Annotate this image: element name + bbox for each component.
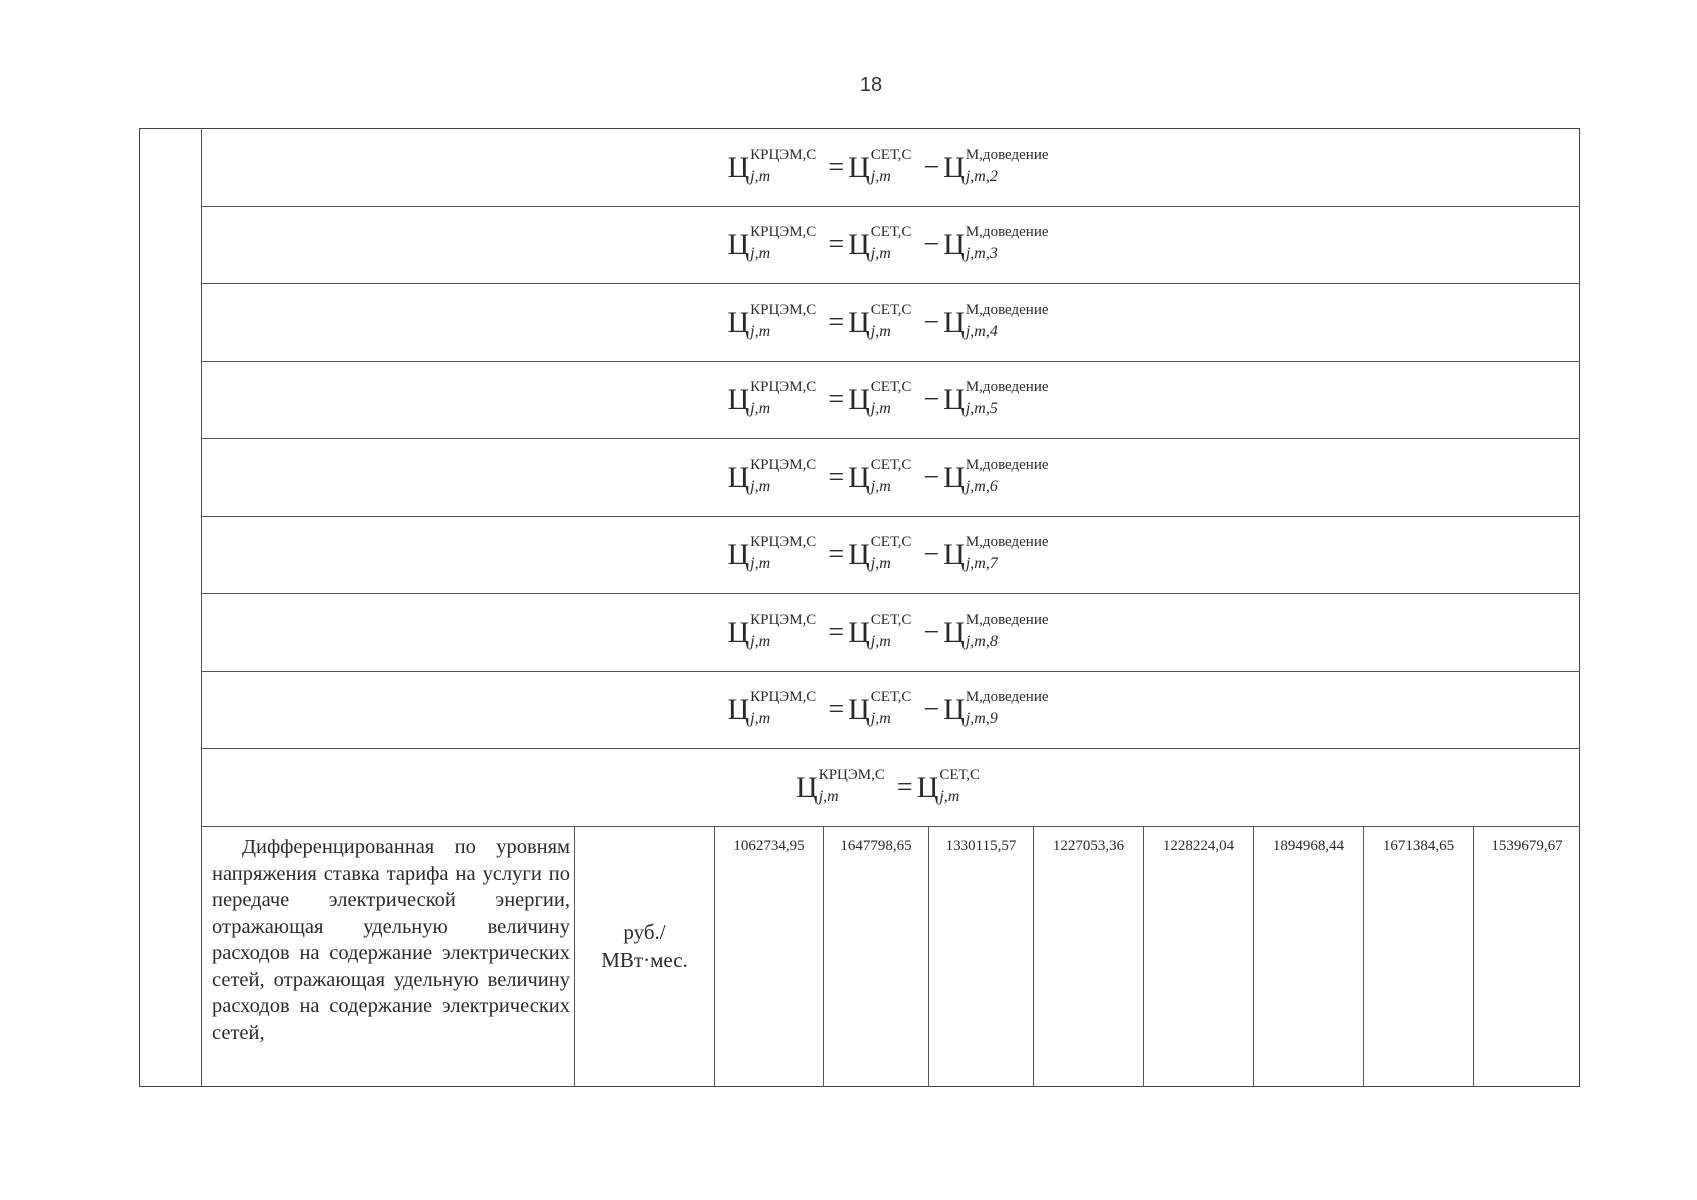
formula-symbol: Ц [943, 227, 965, 261]
unit-cell [575, 826, 715, 1087]
value-cell: 1227053,36 [1034, 826, 1144, 1087]
formula-minus: − [923, 151, 940, 183]
formula-superscript: М,доведение [965, 534, 1049, 550]
formula-subscript: j,m,6 [965, 478, 998, 495]
formula [727, 457, 1054, 495]
formula-symbol: Ц [916, 770, 939, 804]
formula-superscript: М,доведение [965, 457, 1049, 473]
formula-subscript: j,m [870, 710, 891, 727]
formula-symbol: Ц [727, 150, 750, 184]
formula-symbol: Ц [848, 150, 870, 184]
formula-symbol: Ц [943, 305, 965, 339]
value-cell: 1647798,65 [824, 826, 929, 1087]
formula-row [202, 284, 1580, 362]
formula [727, 302, 1054, 340]
formula-superscript: М,доведение [965, 302, 1049, 318]
formula [727, 147, 1054, 185]
formula-superscript: КРЦЭМ,С [750, 302, 817, 318]
formula-symbol: Ц [848, 305, 870, 339]
value-cell: 1894968,44 [1254, 826, 1364, 1087]
formula-equals: = [828, 538, 845, 570]
formula-subscript: j,m,3 [965, 245, 998, 262]
formula-final [796, 767, 986, 805]
formula-superscript: КРЦЭМ,С [750, 689, 817, 705]
formula-symbol: Ц [943, 615, 965, 649]
formula-symbol: Ц [943, 150, 965, 184]
formula-row [202, 594, 1580, 672]
value-cell: 1671384,65 [1364, 826, 1474, 1087]
formula-equals: = [828, 383, 845, 415]
formula-equals: = [828, 151, 845, 183]
formula-subscript: j,m,7 [965, 555, 998, 572]
formula-superscript: М,доведение [965, 689, 1049, 705]
unit-line-2: МВт·мес. [601, 947, 688, 972]
formula-subscript: j,m [870, 245, 891, 262]
value-cell: 1539679,67 [1491, 838, 1563, 854]
formula-superscript: М,доведение [965, 147, 1049, 163]
formula-superscript: СЕТ,С [870, 457, 912, 473]
formula-subscript: j,m [750, 633, 771, 650]
formula-subscript: j,m [870, 323, 891, 340]
formula-subscript: j,m [750, 245, 771, 262]
formula-subscript: j,m [750, 478, 771, 495]
formula-superscript: КРЦЭМ,С [750, 457, 817, 473]
formula-superscript: КРЦЭМ,С [818, 767, 885, 783]
formula-subscript: j,m [818, 788, 839, 805]
formula-equals: = [828, 616, 845, 648]
formula-row [202, 439, 1580, 517]
formula-equals: = [828, 228, 845, 260]
tariff-data-row [202, 826, 1580, 1087]
formula-row-final [202, 749, 1580, 827]
formula-row [202, 671, 1580, 749]
formula-symbol: Ц [727, 615, 750, 649]
formula-equals: = [828, 693, 845, 725]
formula-minus: − [923, 306, 940, 338]
formula-subscript: j,m,8 [965, 633, 998, 650]
formula-subscript: j,m [870, 168, 891, 185]
formula-symbol: Ц [796, 770, 818, 804]
formula-minus: − [923, 538, 940, 570]
formula-superscript: КРЦЭМ,С [750, 224, 817, 240]
formula-equals: = [828, 306, 845, 338]
formula-symbol: Ц [727, 692, 750, 726]
value-cell: 1062734,95 [715, 826, 824, 1087]
formula-superscript: СЕТ,С [870, 224, 912, 240]
formula-superscript: КРЦЭМ,С [750, 612, 817, 628]
formula-superscript: СЕТ,С [870, 534, 912, 550]
formula-superscript: СЕТ,С [939, 767, 980, 783]
formula-symbol: Ц [943, 382, 965, 416]
formula-superscript: СЕТ,С [870, 147, 912, 163]
formula-symbol: Ц [848, 227, 870, 261]
formula [727, 612, 1054, 650]
formula-subscript: j,m [750, 555, 771, 572]
formula-symbol: Ц [848, 537, 870, 571]
formula-subscript: j,m [750, 710, 771, 727]
formula-symbol: Ц [727, 537, 750, 571]
formula-row [202, 129, 1580, 207]
formula-symbol: Ц [943, 537, 965, 571]
formula-subscript: j,m [750, 400, 771, 417]
formula [727, 224, 1054, 262]
formula-subscript: j,m [750, 168, 771, 185]
formula-superscript: М,доведение [965, 612, 1049, 628]
formula-symbol: Ц [848, 692, 870, 726]
formula-symbol: Ц [848, 382, 870, 416]
formula-symbol: Ц [727, 460, 750, 494]
formula-subscript: j,m [750, 323, 771, 340]
formula-symbol: Ц [727, 382, 750, 416]
tariff-description: Дифференцированная по уровням напряжения ставка тарифа на услуги по передаче электрической энергии, отражающая удельную величину расходов на содержание электрических сетей, отражающая удельную величину расходов на содержание электрических сетей, [202, 826, 575, 1087]
formula-minus: − [923, 228, 940, 260]
value-cell: 1228224,04 [1144, 826, 1254, 1087]
formula-subscript: j,m [870, 633, 891, 650]
formula-minus: − [923, 616, 940, 648]
value-cell: 1330115,57 [929, 826, 1034, 1087]
formula-subscript: j,m,9 [965, 710, 998, 727]
unit-line-1: руб./ [623, 919, 666, 944]
formula-subscript: j,m,5 [965, 400, 998, 417]
formula-subscript: j,m,2 [965, 168, 998, 185]
formula-subscript: j,m [870, 555, 891, 572]
formula [727, 379, 1054, 417]
formula-minus: − [923, 693, 940, 725]
page-number: 18 [859, 74, 883, 96]
formula-superscript: СЕТ,С [870, 689, 912, 705]
formula-superscript: М,доведение [965, 224, 1049, 240]
tariff-table [139, 128, 1580, 1087]
formula-equals: = [828, 461, 845, 493]
formula-minus: − [923, 461, 940, 493]
formula-symbol: Ц [848, 460, 870, 494]
formula [727, 534, 1054, 572]
formula-symbol: Ц [848, 615, 870, 649]
formula-row [202, 361, 1580, 439]
formula-equals: = [896, 771, 913, 803]
formula-superscript: КРЦЭМ,С [750, 379, 817, 395]
formula-symbol: Ц [943, 692, 965, 726]
formula-superscript: КРЦЭМ,С [750, 147, 817, 163]
formula-superscript: СЕТ,С [870, 379, 912, 395]
formula-superscript: КРЦЭМ,С [750, 534, 817, 550]
formula-row [202, 206, 1580, 284]
formula-subscript: j,m,4 [965, 323, 998, 340]
formula-symbol: Ц [943, 460, 965, 494]
formula-row [202, 516, 1580, 594]
formula-minus: − [923, 383, 940, 415]
formula-symbol: Ц [727, 227, 750, 261]
formula-superscript: СЕТ,С [870, 302, 912, 318]
formula-subscript: j,m [870, 400, 891, 417]
formula-subscript: j,m [939, 788, 960, 805]
formula-symbol: Ц [727, 305, 750, 339]
left-column [140, 129, 202, 1086]
formula-superscript: СЕТ,С [870, 612, 912, 628]
formula-subscript: j,m [870, 478, 891, 495]
formula [727, 689, 1054, 727]
formula-superscript: М,доведение [965, 379, 1049, 395]
